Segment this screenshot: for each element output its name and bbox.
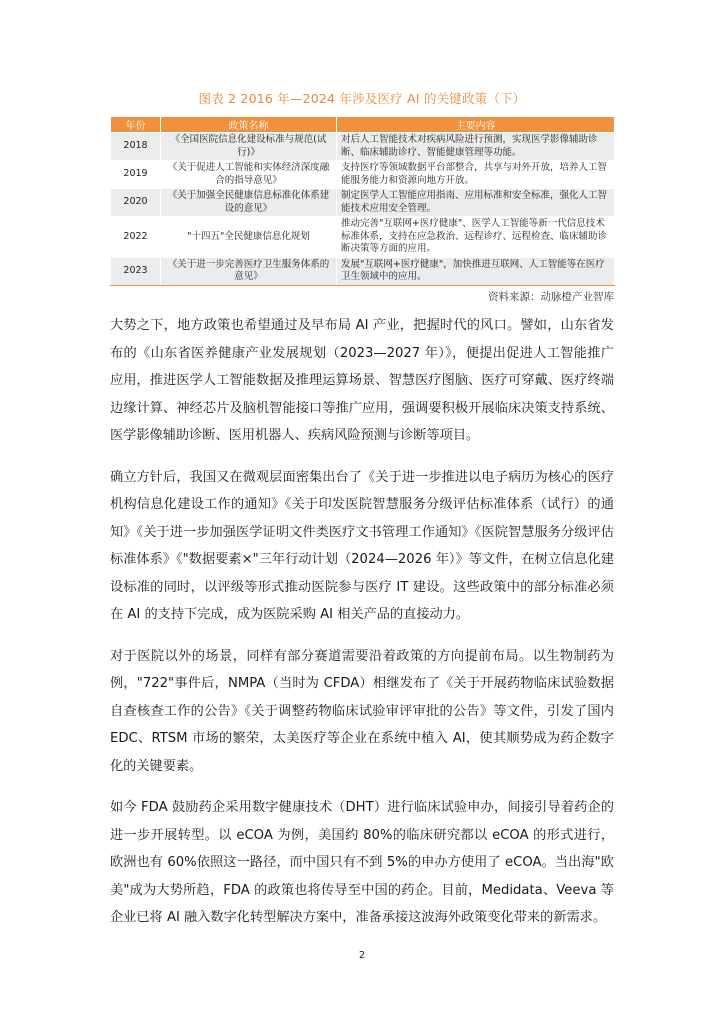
cell-content: 支持医疗等领域数据平台部整合，共享与对外开放，培养人工智能服务能力和资源向地方开放。 <box>337 161 615 189</box>
body-text <box>110 312 614 946</box>
cell-policy-name: "十四五"全民健康信息化规划 <box>161 217 337 258</box>
cell-content: 发展"互联网+医疗健康"，加快推进互联网、人工智能等在医疗卫生领域中的应用。 <box>337 257 615 285</box>
cell-year: 2022 <box>111 217 161 258</box>
table-row <box>111 161 615 189</box>
paragraph: 确立方针后，我国又在微观层面密集出台了《关于进一步推进以电子病历为核心的医疗机构信息化建设工作的通知》《关于印发医院智慧服务分级评估标准体系（试行）的通知》《关于进一步加强医学证明文件类医疗文书管理工作通知》《医院智慧服务分级评估标准体系》《"数据要素×"三年行动计划（2024—2026 年）》等文件，在树立信息化建设标准的同时，以评级等形式推动医院参与医疗 IT 建设。这些政策中的部分标准必须在 AI 的支持下完成，成为医院采购 AI 相关产品的直接动力。 <box>110 469 614 622</box>
source-note: 资料来源：动脉橙产业智库 <box>488 291 614 303</box>
paragraph: 如今 FDA 鼓励药企采用数字健康技术（DHT）进行临床试验申办，间接引导着药企的进一步开展转型。以 eCOA 为例，美国约 80%的临床研究都以 eCOA 的形式进行，欧洲也有 60%依照这一路径，而中国只有不到 5%的申办方使用了 eCOA。当出海"欧美"成为大势所趋，FDA 的政策也将传导至中国的药企。目前，Medidata、Veeva 等企业已将 AI 融入数字化转型解决方案中，准备承接这波海外政策变化带来的新需求。 <box>110 800 614 925</box>
figure-title: 图表 2 2016 年—2024 年涉及医疗 AI 的关键政策（下） <box>198 91 526 106</box>
cell-year: 2018 <box>111 133 161 161</box>
column-header-content: 主要内容 <box>337 117 615 133</box>
table-row <box>111 217 615 258</box>
cell-content: 推动完善"互联网+医疗健康"、医学人工智能等新一代信息技术标准体系，支持在应急救治、远程诊疗、远程检查、临床辅助诊断决策等方面的应用。 <box>337 217 615 258</box>
table-row <box>111 133 615 161</box>
cell-year: 2019 <box>111 161 161 189</box>
column-header-year: 年份 <box>111 117 161 133</box>
page-number: 2 <box>358 950 366 961</box>
cell-policy-name: 《关于促进人工智能和实体经济深度融合的指导意见》 <box>161 161 337 189</box>
table-row <box>111 257 615 285</box>
policy-table <box>110 116 615 286</box>
paragraph: 对于医院以外的场景，同样有部分赛道需要沿着政策的方向提前布局。以生物制药为例，"722"事件后，NMPA（当时为 CFDA）相继发布了《关于开展药物临床试验数据自查核查工作的公告》《关于调整药物临床试验审评审批的公告》等文件，引发了国内 EDC、RTSM 市场的繁荣，太美医疗等企业在系统中植入 AI，使其顺势成为药企数字化的关键要素。 <box>110 648 614 774</box>
table-row <box>111 189 615 217</box>
cell-content: 对后人工智能技术对疾病风险进行预测，实现医学影像辅助诊断、临床辅助诊疗、智能健康管理等功能。 <box>337 133 615 161</box>
cell-content: 制定医学人工智能应用指南、应用标准和安全标准，强化人工智能技术应用安全管理。 <box>337 189 615 217</box>
cell-policy-name: 《关于进一步完善医疗卫生服务体系的意见》 <box>161 257 337 285</box>
cell-year: 2020 <box>111 189 161 217</box>
cell-policy-name: 《关于加强全民健康信息标准化体系建设的意见》 <box>161 189 337 217</box>
table-header-row <box>111 117 615 133</box>
cell-policy-name: 《全国医院信息化建设标准与规范(试行)》 <box>161 133 337 161</box>
cell-year: 2023 <box>111 257 161 285</box>
paragraph: 大势之下，地方政策也希望通过及早布局 AI 产业，把握时代的风口。譬如，山东省发布的《山东省医养健康产业发展规划（2023—2027 年）》，便提出促进人工智能推广应用，推进医学人工智能数据及推理运算场景、智慧医疗图脑、医疗可穿戴、医疗终端边缘计算、神经芯片及脑机智能接口等推广应用，强调要积极开展临床决策支持系统、医学影像辅助诊断、医用机器人、疾病风险预测与诊断等项目。 <box>110 318 614 443</box>
column-header-policy-name: 政策名称 <box>161 117 337 133</box>
